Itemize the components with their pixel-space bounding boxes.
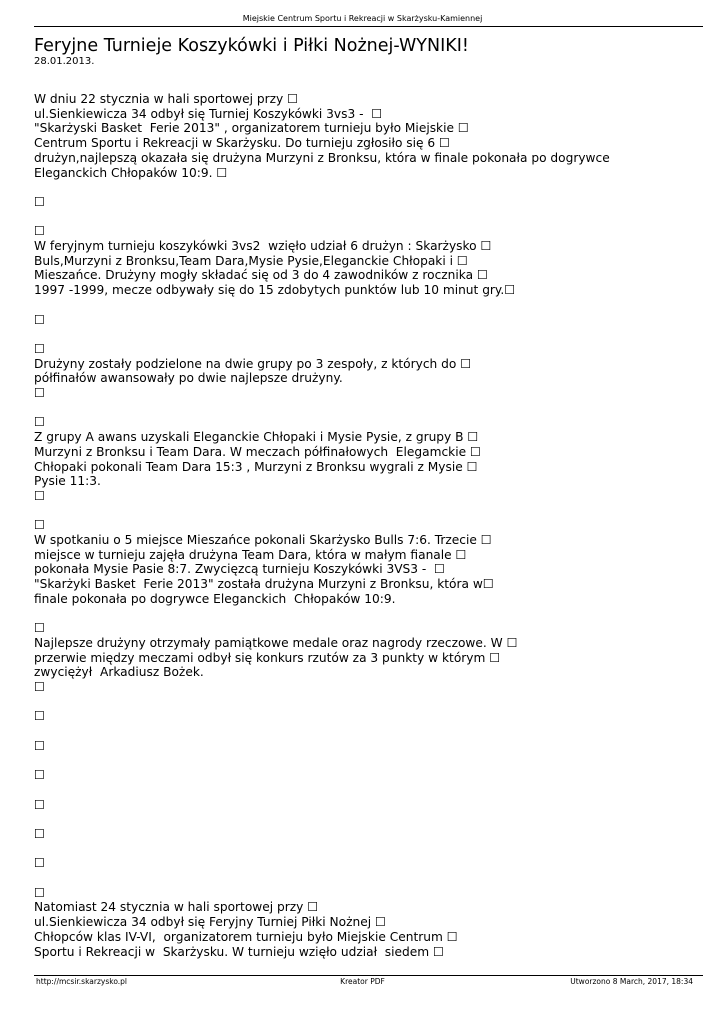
paragraph-line: zwyciężył Arkadiusz Bożek. <box>34 665 204 680</box>
paragraph-line: finale pokonała po dogrywce Eleganckich Chłopaków 10:9. <box>34 591 396 606</box>
paragraph-line: ☐ <box>34 768 45 783</box>
paragraph-line: Drużyny zostały podzielone na dwie grupy po 3 zespoły, z których do ☐ <box>34 356 472 371</box>
paragraph-line: Murzyni z Bronksu i Team Dara. W meczach półfinałowych Elegamckie ☐ <box>34 444 481 459</box>
paragraph-line: ☐ <box>34 709 45 724</box>
paragraph-line: W feryjnym turnieju koszykówki 3vs2 wzięło udział 6 drużyn : Skarżysko ☐ <box>34 239 492 253</box>
paragraph-line: przerwie między meczami odbył się konkurs rzutów za 3 punkty w którym ☐ <box>34 650 501 665</box>
paragraph-line: ☐ <box>34 341 45 356</box>
paragraph-line <box>34 210 694 225</box>
paragraph-line <box>34 298 694 313</box>
paragraph-line <box>34 783 694 798</box>
paragraph-line: ☐ <box>34 518 45 533</box>
article-body <box>34 92 694 959</box>
paragraph-line: "Skarżyki Basket Ferie 2013" została drużyna Murzyni z Bronksu, która w☐ <box>34 577 494 592</box>
paragraph-line: ☐ <box>34 826 45 841</box>
paragraph-line: Chłopców klas IV-VI, organizatorem turnieju było Miejskie Centrum ☐ <box>34 929 458 944</box>
paragraph-line: półfinałów awansowały po dwie najlepsze drużyny. <box>34 371 343 386</box>
paragraph-line: Chłopaki pokonali Team Dara 15:3 , Murzyni z Bronksu wygrali z Mysie ☐ <box>34 459 478 474</box>
footer-created-date: Utworzono 8 March, 2017, 18:34 <box>570 977 693 986</box>
paragraph-line: "Skarżyski Basket Ferie 2013" , organizatorem turnieju było Miejskie ☐ <box>34 121 469 136</box>
paragraph-line <box>34 724 694 739</box>
paragraph-line: ☐ <box>34 797 45 812</box>
paragraph-line: Z grupy A awans uzyskali Eleganckie Chłopaki i Mysie Pysie, z grupy B ☐ <box>34 430 479 445</box>
paragraph-line <box>34 401 694 416</box>
paragraph-line: ul.Sienkiewicza 34 odbył się Turniej Koszykówki 3vs3 - ☐ <box>34 106 383 121</box>
paragraph-line: Pysie 11:3. <box>34 474 101 489</box>
header-divider <box>34 26 703 27</box>
paragraph-line: ul.Sienkiewicza 34 odbył się Feryjny Turniej Piłki Nożnej ☐ <box>34 915 386 930</box>
publish-date: 28.01.2013. <box>34 56 95 67</box>
paragraph-line: 1997 -1999, mecze odbywały się do 15 zdobytych punktów lub 10 minut gry.☐ <box>34 283 516 298</box>
paragraph-line: Buls,Murzyni z Bronksu,Team Dara,Mysie Pysie,Eleganckie Chłopaki i ☐ <box>34 253 468 268</box>
paragraph-line: Najlepsze drużyny otrzymały pamiątkowe medale oraz nagrody rzeczowe. W ☐ <box>34 635 518 650</box>
paragraph-line: ☐ <box>34 386 45 400</box>
page-title: Feryjne Turnieje Koszykówki i Piłki Nożnej-WYNIKI! <box>34 36 469 56</box>
footer-divider <box>34 975 703 976</box>
paragraph-line <box>34 327 694 342</box>
paragraph-line: W spotkaniu o 5 miejsce Mieszańce pokonali Skarżysko Bulls 7:6. Trzecie ☐ <box>34 533 492 547</box>
paragraph-line: ☐ <box>34 885 45 900</box>
paragraph-line: Sportu i Rekreacji w Skarżysku. W turnieju wzięło udział siedem ☐ <box>34 944 444 959</box>
paragraph-line <box>34 180 694 195</box>
paragraph-line <box>34 812 694 827</box>
paragraph-line <box>34 695 694 710</box>
site-header: Miejskie Centrum Sportu i Rekreacji w Skarżysku-Kamiennej <box>242 14 483 23</box>
paragraph-line: ☐ <box>34 680 45 695</box>
paragraph-line: W dniu 22 stycznia w hali sportowej przy ☐ <box>34 92 298 106</box>
paragraph-line: ☐ <box>34 856 45 871</box>
paragraph-line <box>34 607 694 622</box>
paragraph-line: pokonała Mysie Pasie 8:7. Zwycięzcą turnieju Koszykówki 3VS3 - ☐ <box>34 562 445 577</box>
paragraph-line: ☐ <box>34 312 45 327</box>
paragraph-line: ☐ <box>34 488 45 503</box>
paragraph-line: ☐ <box>34 224 45 239</box>
paragraph-line: ☐ <box>34 415 45 430</box>
paragraph-line: Natomiast 24 stycznia w hali sportowej przy ☐ <box>34 900 319 915</box>
paragraph-line: Centrum Sportu i Rekreacji w Skarżysku. Do turnieju zgłosiło się 6 ☐ <box>34 136 450 151</box>
paragraph-line: drużyn,najlepszą okazała się drużyna Murzyni z Bronksu, która w finale pokonała po dogrywce <box>34 150 610 165</box>
paragraph-line: miejsce w turnieju zajęła drużyna Team Dara, która w małym fianale ☐ <box>34 547 467 562</box>
paragraph-line: ☐ <box>34 194 45 209</box>
paragraph-line: Eleganckich Chłopaków 10:9. ☐ <box>34 165 228 180</box>
footer-url-link[interactable]: http://mcsir.skarzysko.pl <box>36 977 128 986</box>
paragraph-line <box>34 504 694 519</box>
paragraph-line: Mieszańce. Drużyny mogły składać się od 3 do 4 zawodników z rocznika ☐ <box>34 268 488 283</box>
paragraph-line <box>34 754 694 769</box>
paragraph-line: ☐ <box>34 738 45 753</box>
paragraph-line <box>34 842 694 857</box>
paragraph-line: ☐ <box>34 621 45 636</box>
footer-generator: Kreator PDF <box>340 977 385 986</box>
paragraph-line <box>34 871 694 886</box>
